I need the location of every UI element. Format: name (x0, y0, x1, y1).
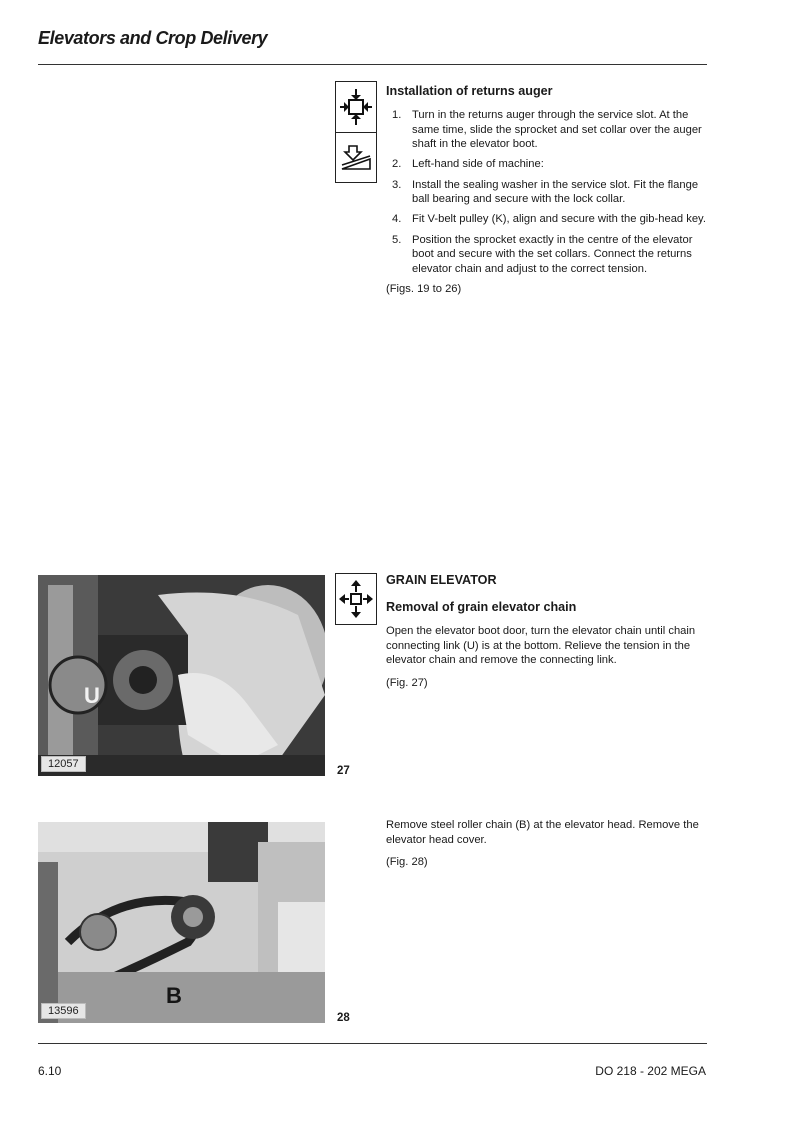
list-item: 5. Position the sprocket exactly in the centre of the elevator boot and secure with the set collars. Connect the returns elevator chain and adjust to the correct tension. (392, 233, 693, 275)
section1-icon-box (335, 81, 377, 183)
list-item: 3. Install the sealing washer in the service slot. Fit the flange ball bearing and secure with the lock collar. (392, 178, 699, 206)
list-item: 4. Fit V-belt pulley (K), align and secure with the gib-head key. (392, 213, 706, 226)
figure-28-label-b: B (166, 983, 182, 1008)
figure-27-photo (38, 575, 325, 776)
list-item: 1. Turn in the returns auger through the service slot. At the same time, slide the sprocket and set collar over the auger shaft in the elevator boot. (392, 109, 702, 151)
section2-icon-box (335, 573, 377, 625)
wrench-wedge-icon (336, 132, 376, 182)
page-header-title: Elevators and Crop Delivery (38, 28, 268, 48)
section3-figure-reference: (Fig. 28) (386, 856, 428, 869)
figure-27-label-u: U (84, 683, 100, 708)
page-number: 6.10 (38, 1064, 62, 1078)
list-item: 2. Left-hand side of machine: (392, 158, 544, 171)
section-grain-elevator (386, 572, 708, 690)
figure-28-photo-id: 13596 (41, 1003, 86, 1019)
figure-28-photo (38, 822, 325, 1023)
section-returns-auger (386, 83, 708, 297)
figure-28-number: 28 (337, 1012, 350, 1024)
section1-title: Installation of returns auger (386, 84, 553, 98)
footer-rule (38, 1043, 707, 1044)
model-designation: DO 218 - 202 MEGA (595, 1064, 706, 1078)
section-steel-roller-chain (386, 818, 708, 870)
section2-subheading: Removal of grain elevator chain (386, 600, 577, 614)
assembly-arrows-icon (336, 82, 376, 132)
section1-figure-reference: (Figs. 19 to 26) (386, 282, 462, 295)
section2-paragraph: Open the elevator boot door, turn the elevator chain until chain connecting link (U) is at the bottom. Relieve the tension in the elevator chain and remove the connecting link. (386, 625, 696, 667)
disassembly-arrows-icon (336, 574, 376, 624)
install-steps-list (386, 108, 708, 276)
figure-27-number: 27 (337, 765, 350, 777)
section2-figure-reference: (Fig. 27) (386, 676, 428, 689)
header-rule (38, 64, 707, 65)
section3-paragraph: Remove steel roller chain (B) at the elevator head. Remove the elevator head cover. (386, 819, 699, 846)
section2-heading: GRAIN ELEVATOR (386, 573, 497, 587)
figure-27-photo-id: 12057 (41, 756, 86, 772)
